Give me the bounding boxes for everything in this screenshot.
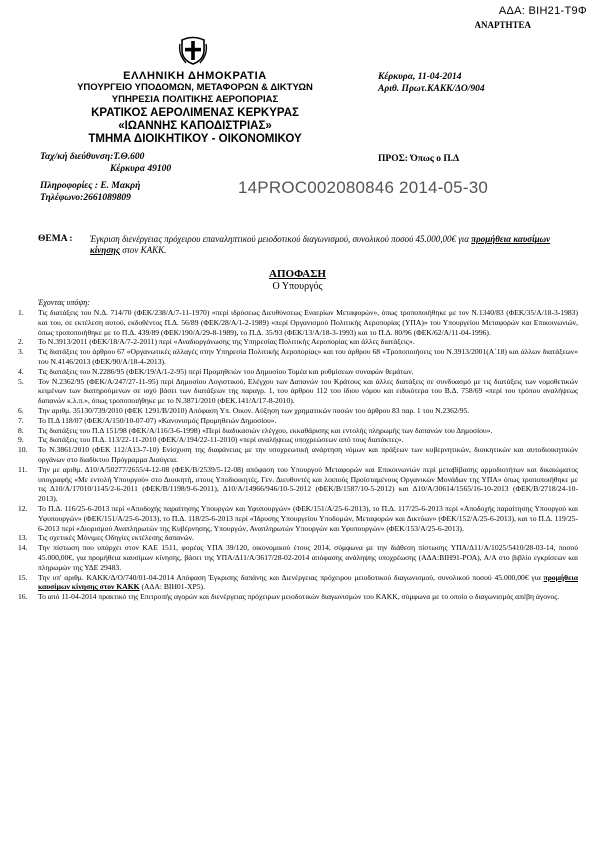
list-item [18,504,578,533]
list-item [18,426,578,436]
list-item [18,533,578,543]
list-item-number: 16. [18,592,28,602]
header-department: ΤΜΗΜΑ ΔΙΟΙΚΗΤΙΚΟΥ - ΟΙΚΟΝΟΜΙΚΟΥ [88,133,302,145]
list-item-text: Τις διατάξεις του Π.Δ 151/98 (ΦΕΚ/Α/116/3-6-1998) «Περί διαδικασιών ελέγχου, εκκαθάρισης και εντολής πληρωμής των δαπανών του Δημοσίου». [38,425,493,435]
list-item-number: 5. [18,376,24,386]
header-airport: ΚΡΑΤΙΚΟΣ ΑΕΡΟΛΙΜΕΝΑΣ ΚΕΡΚΥΡΑΣ [91,107,299,119]
list-item [18,543,578,572]
protocol-number: Αριθ. Πρωτ.ΚΑΚΚ/ΔΟ/904 [378,84,485,94]
list-item-number: 12. [18,503,28,513]
list-item-number: 15. [18,572,28,582]
header-ministry: ΥΠΟΥΡΓΕΙΟ ΥΠΟΔΟΜΩΝ, ΜΕΤΑΦΟΡΩΝ & ΔΙΚΤΥΩΝ [77,82,313,93]
list-item-number: 8. [18,425,24,435]
list-item [18,435,578,445]
list-item [18,337,578,347]
list-item-text: Το από 11-04-2014 πρακτικό της Επιτροπής αγορών και διενέργειας πρόχειρων μειοδοτικών διαγωνισμών του ΚΑΚΚ, σύμφωνα με το οποίο ο διαγωνισμός απέβη άγονος. [38,592,560,602]
header-service: ΥΠΗΡΕΣΙΑ ΠΟΛΙΤΙΚΗΣ ΑΕΡΟΠΟΡΙΑΣ [111,94,279,105]
ada-code: ΑΔΑ: ΒΙΗ21-Τ9Φ [498,5,587,17]
subject-bold: προμήθεια καυσίμων κίνησης [90,234,551,255]
subject-text: Έγκριση διενέργειας πρόχειρου επαναληπτικού μειοδοτικού διαγωνισμού, συνολικού ποσού 45.000,00€ για προμήθεια καυσίμων κίνησης στον ΚΑΚΚ. [90,234,551,255]
list-item [18,445,578,465]
contact-person: Πληροφορίες : Ε. Μακρή [40,181,141,191]
legal-references-list [18,308,578,602]
list-item-text: Το Π.Δ 118/07 (ΦΕΚ/Α/150/10-07-07) «Κανονισμός Προμηθειών Δημοσίου». [38,415,277,425]
list-item-number: 10. [18,445,28,455]
list-item-number: 9. [18,435,24,445]
posting-label: ΑΝΑΡΤΗΤΕΑ [474,20,531,30]
list-item [18,465,578,504]
list-item [18,406,578,416]
list-item [18,573,578,593]
phone-number: Τηλέφωνο:2661089809 [40,193,131,203]
list-item [18,592,578,602]
list-item-number: 4. [18,366,24,376]
subject-label: ΘΕΜΑ : [38,234,73,244]
list-item-text: Το Π.Δ. 116/25-6-2013 περί «Αποδοχής παραίτησης Υπουργών και Υφυπουργών» (ΦΕΚ/151/Α/25-6-2013), το Π.Δ. 117/25-6-2013 περί «Αποδοχής παραίτησης Υπουργού και Υφυπουργών» (ΦΕΚ/151/Α/25-6-2013), το Π.Δ. 118/25-6-2013 περί «Ίδρυσης Υπουργείου Υποδομών, Μεταφορών και Δικτύων» (ΦΕΚ/152/Α/25-6-2013), και το Π.Δ. 119/25-6-2013 περί «Διορισμού Αναπληρωτών της Κυβέρνησης, Υπουργών, Αναπληρωτών Υπουργών και Υφυπουργών» (ΦΕΚ/153/Α/25-6-2013). [38,503,578,533]
list-item-text: Το Ν.3861/2010 (ΦΕΚ 112/Α13-7-10) Ενίσχυση της διαφάνειας με την υποχρεωτική ανάρτηση νόμων και πράξεων των κυβερνητικών, διοικητικών και αυτοδιοικητικών οργάνων στο διαδίκτυο Πρόγραμμα Διαύγεια. [38,445,578,464]
list-item-number: 6. [18,405,24,415]
list-item-text: Την αριθμ. 35130/739/2010 (ΦΕΚ 1291/Β/2010) Απόφαση Υπ. Οικον. Αύξηση των χρηματικών ποσών του άρθρου 83 παρ. 1 του Ν.2362/95. [38,405,470,415]
list-item-text: Την με αριθμ. Δ10/Α/50277/2655/4-12-08 (ΦΕΚ/Β/2539/5-12-08) απόφαση του Υπουργού Μεταφορών και Επικοινωνιών περί μεταβίβασης αρμοδιοτήτων και δικαιώματος υπογραφής «Με εντολή Υπουργού» στο Διοικητή, στους Υποδιοικητές, Γεν. Διευθυντές και λοιπούς Προϊσταμένους Οργανικών Μονάδων της ΥΠΑ» όπως τροποποιήθηκε με τις Δ10/Α/17010/1145/2-6-2011 (ΦΕΚ/Β/1198/9-6-2011), Δ10/Α/14966/946/10-5-2012 (ΦΕΚ/Β/1587/10-5-2012) και Δ10/Α/30614/1565/16-10-2013 (ΦΕΚ/Β/2718/24-10-2013). [38,464,578,504]
list-item-text: Τις διατάξεις του Π.Δ. 113/22-11-2010 (ΦΕΚ/Α/194/22-11-2010) «περί αναλήψεως υποχρεώσεων από τους διατάκτες». [38,435,404,445]
list-item-text: Την υπ' αριθμ. ΚΑΚΚ/Δ/Ο/740/01-04-2014 Απόφαση Έγκρισης δαπάνης και Διενέργειας πρόχειρου μειοδοτικού διαγωνισμού, συνολικού ποσού 45.000,00€ για προμήθεια καυσίμων κίνησης στον ΚΑΚΚ (ΑΔΑ: ΒΙΗ01-ΧΡ5). [38,572,578,592]
place-date: Κέρκυρα, 11-04-2014 [378,72,462,82]
list-item [18,308,578,337]
list-item-text: Τις διατάξεις του Ν.Δ. 714/70 (ΦΕΚ/238/Α/7-11-1970) «περί ιδρύσεως Διευθύνσεως Εναερίων Μεταφορών», όπως τροποποιήθηκε με τον Ν.1340/83 (ΦΕΚ/35/Α/18-3-1983) και του, σε εκτέλεση αυτού, εκδοθέντος Π.Δ. 56/89 (ΦΕΚ/28/Α/1-2-1989) «περί Οργανισμού Πολιτικής Αεροπορίας (ΥΠΑ)» του Υπουργείου Μεταφορών και Επικοινωνιών, όπως τροποποιήθηκε με το Π.Δ. 439/89 (ΦΕΚ/190/Α/29-8-1989), το Π.Δ. 35/93 (ΦΕΚ/13/Α/18-3-1993) και το Π.Δ. 80/96 (ΦΕΚ/62/Α/11-04-1996). [38,308,578,337]
list-item-number: 14. [18,543,28,553]
list-item [18,377,578,406]
list-item-text: Τις διατάξεις του άρθρου 67 «Οργανωτικές αλλαγές στην Υπηρεσία Πολιτικής Αεροπορίας» και του άρθρου 68 «Τροποποιήσεις του Ν.3913/2001(Α΄18) και άλλων διατάξεων» του Ν.4146/2013 (ΦΕΚ/90/Α/18-4-2013). [38,347,578,366]
list-item-text: Τις σχετικές Μόνιμες Οδηγίες εκτέλεσης δαπανών. [38,533,194,543]
list-item-text: Το Ν.3913/2011 (ΦΕΚ/18/Α/7-2-2011) περί «Αναδιοργάνωσης της Υπηρεσίας Πολιτικής Αεροπορίας και άλλες διατάξεις». [38,337,415,347]
considering-label: Έχοντας υπόψη: [38,298,90,307]
list-item-number: 2. [18,337,24,347]
city-postcode: Κέρκυρα 49100 [110,164,172,174]
list-item-number: 7. [18,415,24,425]
minister-title: Ο Υπουργός [272,281,323,292]
list-item-text: Την πίστωση που υπάρχει στον ΚΑΕ 1511, φορέας ΥΠΑ 39/120, οικονομικού έτους 2014, σύμφωνα με την διάθεση πίστωσης ΥΠΑ/Δ11/Α/1025/5410/28-03-14, ποσού 45.000,00€, για προμήθεια καυσίμων κίνησης, βάσει της ΥΠΑ/Δ11/Α/3617/28-02-2014 απόφασης ανάληψης υποχρέωσης (ΑΔΑ:ΒΙΗ91-ΡΟΑ), Α/Α στο βιβλίο εγκρίσεων και πληρωμών της ΥΔΕ 29483. [38,543,578,572]
list-item-text: Τις διατάξεις του Ν.2286/95 (ΦΕΚ/19/Α/1-2-95) περί Προμηθειών του Δημοσίου Τομέα και ρυθμίσεων συναφών θεμάτων. [38,366,414,376]
decision-title: ΑΠΟΦΑΣΗ [269,268,326,280]
list-item-number: 1. [18,308,24,317]
header-country: ΕΛΛΗΝΙΚΗ ΔΗΜΟΚΡΑΤΙΑ [123,70,267,82]
list-item-number: 3. [18,347,24,357]
postal-address: Ταχ/κή διεύθυνση:Τ.Θ.600 [40,152,145,162]
header-airport-name: «ΙΩΑΝΝΗΣ ΚΑΠΟΔΙΣΤΡΙΑΣ» [118,120,272,132]
list-item [18,367,578,377]
proc-code: 14PROC002080846 2014-05-30 [238,178,488,197]
greek-emblem-icon [178,34,208,66]
list-item-number: 11. [18,464,28,474]
list-item [18,347,578,367]
recipient: ΠΡΟΣ: Όπως ο Π.Δ [378,154,460,164]
list-item-number: 13. [18,533,28,543]
list-item [18,416,578,426]
list-item-text: Τον Ν.2362/95 (ΦΕΚ/Α/247/27-11-95) περί Δημοσίου Λογιστικού, Ελέγχου των Δαπανών του Κράτους και άλλες διατάξεις σε συνδυασμό με τις διατάξεις των νομοθετικών κειμένων των διατηρούμενων σε ισχύ βάσει των διατάξεων της παραγρ. 1, του άρθρου 112 του ίδιου νόμου και ειδικότερα του Β.Δ. 758/69 «περί του τρόπου αναλήψεως δαπανών κ.λ.π.», όπως τροποποιήθηκε με το Ν.3871/2010 (ΦΕΚ.141/Α/17-8-2010). [38,376,578,406]
